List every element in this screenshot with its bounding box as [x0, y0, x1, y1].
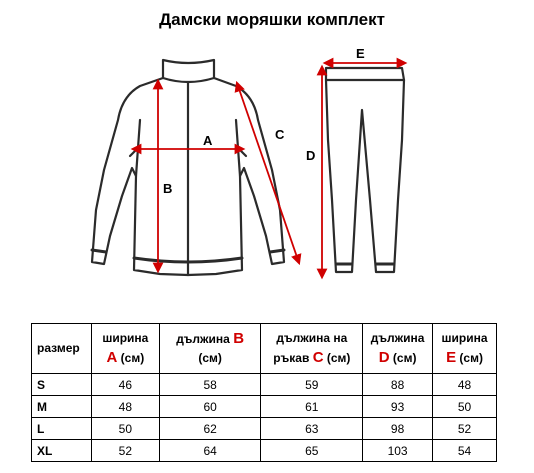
header-sleeve-c [261, 324, 363, 374]
header-unit: (см) [198, 351, 222, 365]
table-row [32, 418, 497, 440]
table-row [32, 440, 497, 462]
header-text: ширина [441, 331, 488, 345]
page-title: Дамски моряшки комплект [159, 10, 385, 29]
jacket-illustration [92, 60, 284, 275]
label-c: C [275, 127, 285, 142]
cell-b: 58 [159, 374, 261, 396]
header-text: дължина [176, 332, 230, 346]
cell-e: 48 [433, 374, 497, 396]
cell-a: 50 [91, 418, 159, 440]
cell-size: L [32, 418, 92, 440]
header-letter: D [378, 349, 390, 366]
label-b: B [163, 181, 173, 196]
table-header-row [32, 324, 497, 374]
size-table [31, 323, 497, 462]
cell-c: 61 [261, 396, 363, 418]
cell-b: 62 [159, 418, 261, 440]
cell-d: 88 [363, 374, 433, 396]
cell-c: 65 [261, 440, 363, 462]
header-width-a [91, 324, 159, 374]
header-length-d [363, 324, 433, 374]
header-letter: C [312, 349, 324, 366]
header-width-e [433, 324, 497, 374]
cell-a: 46 [91, 374, 159, 396]
cell-d: 103 [363, 440, 433, 462]
measurement-arrows [136, 63, 402, 274]
header-text: дължина [370, 331, 425, 345]
header-unit: (см) [459, 351, 483, 365]
table-row [32, 374, 497, 396]
label-e: E [356, 46, 365, 61]
cell-c: 59 [261, 374, 363, 396]
cell-a: 52 [91, 440, 159, 462]
header-unit: (см) [392, 351, 417, 365]
header-unit: (см) [120, 351, 145, 365]
header-text: ширина [102, 331, 149, 345]
cell-d: 98 [363, 418, 433, 440]
cell-b: 60 [159, 396, 261, 418]
cell-c: 63 [261, 418, 363, 440]
header-unit: (см) [326, 351, 351, 365]
header-text: ръкав [273, 351, 310, 365]
pants-illustration [326, 68, 404, 272]
header-letter: A [106, 349, 118, 366]
header-letter: B [233, 330, 245, 347]
cell-a: 48 [91, 396, 159, 418]
label-a: A [203, 133, 213, 148]
cell-e: 50 [433, 396, 497, 418]
cell-b: 64 [159, 440, 261, 462]
header-text: дължина на [276, 331, 348, 345]
cell-e: 52 [433, 418, 497, 440]
table-row [32, 396, 497, 418]
header-length-b [159, 324, 261, 374]
cell-size: M [32, 396, 92, 418]
cell-d: 93 [363, 396, 433, 418]
cell-e: 54 [433, 440, 497, 462]
cell-size: XL [32, 440, 92, 462]
header-letter: E [446, 349, 457, 366]
label-d: D [306, 148, 316, 163]
cell-size: S [32, 374, 92, 396]
header-size: размер [32, 324, 92, 374]
